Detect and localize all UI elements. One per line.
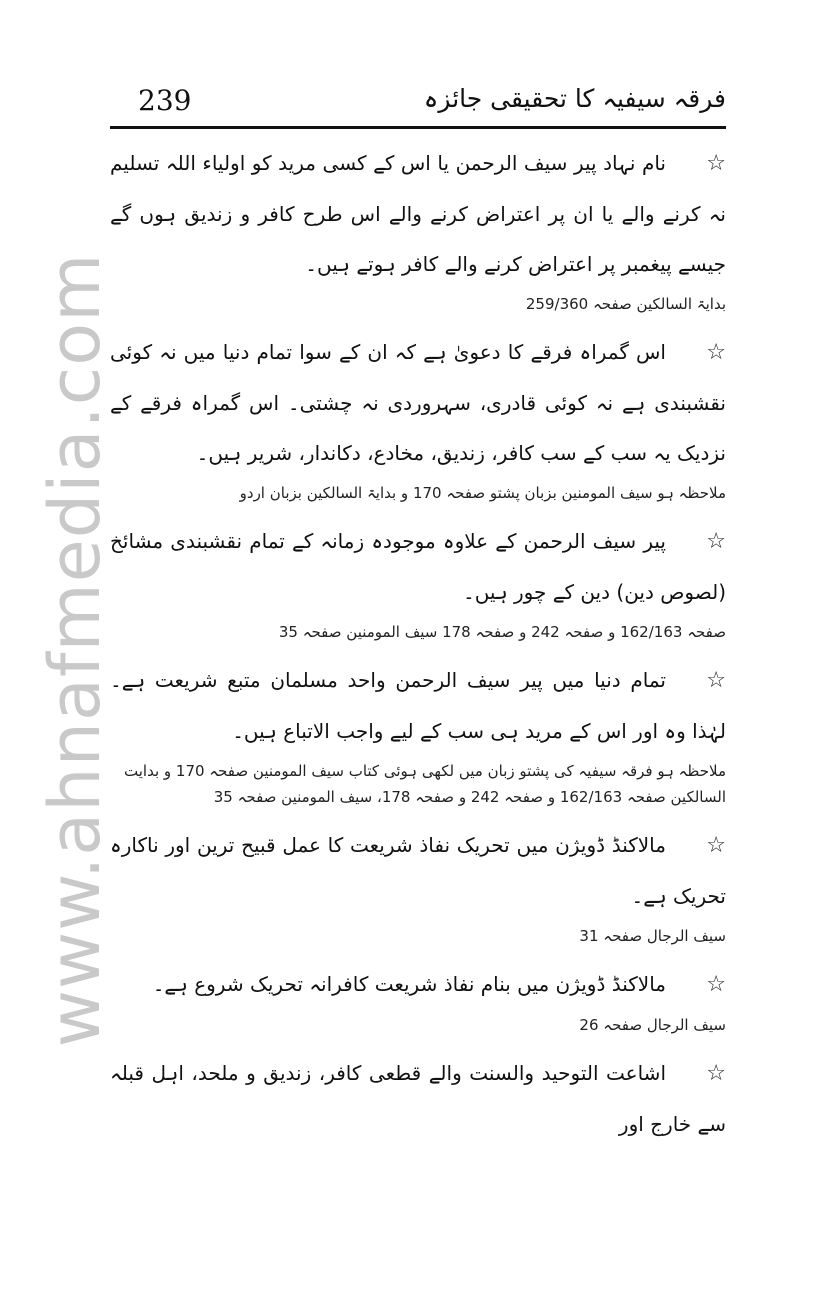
entry-reference: صفحہ 162/163 و صفحہ 242 و صفحہ 178 سیف المومنین صفحہ 35	[278, 623, 726, 641]
star-icon: ☆	[706, 529, 726, 554]
entry-reference: سیف الرجال صفحہ 31	[579, 927, 726, 945]
star-icon: ☆	[706, 1061, 726, 1086]
entry-reference: سیف الرجال صفحہ 26	[579, 1016, 726, 1034]
entry	[110, 516, 726, 645]
entry-reference: بدایۃ السالکین صفحہ 259/360	[525, 295, 726, 313]
entry	[110, 138, 726, 317]
page-header	[110, 80, 726, 128]
entry	[110, 820, 726, 949]
entry-text: ☆مالاکنڈ ڈویژن میں بنام نفاذ شریعت کافرانہ تحریک شروع ہے۔	[110, 959, 726, 1010]
entry	[110, 1048, 726, 1149]
page-body	[110, 138, 726, 1149]
entry-text: ☆نام نہاد پیر سیف الرحمن یا اس کے کسی مرید کو اولیاء اللہ تسلیم نہ کرنے والے یا ان پر اعتراض کرنے والے اس طرح کافر و زندیق ہوں گے جیسے پیغمبر پر اعتراض کرنے والے کافر ہوتے ہیں۔	[110, 138, 726, 289]
running-title: فرقہ سیفیہ کا تحقیقی جائزہ	[423, 84, 726, 113]
entry-text: ☆مالاکنڈ ڈویژن میں تحریک نفاذ شریعت کا عمل قبیح ترین اور ناکارہ تحریک ہے۔	[110, 820, 726, 921]
watermark: www.ahnafmedia.com	[34, 252, 116, 1048]
entry	[110, 959, 726, 1038]
entry-reference: ملاحظہ ہو سیف المومنین بزبان پشتو صفحہ 170 و بدایۃ السالکین بزبان اردو	[239, 484, 726, 502]
header-rule	[110, 126, 726, 129]
star-icon: ☆	[706, 151, 726, 176]
star-icon: ☆	[706, 340, 726, 365]
entry	[110, 327, 726, 506]
page-number: 239	[138, 84, 192, 117]
entry-text: ☆اس گمراہ فرقے کا دعویٰ ہے کہ ان کے سوا تمام دنیا میں نہ کوئی نقشبندی ہے نہ کوئی قادری، سہروردی نہ چشتی۔ اس گمراہ فرقے کے نزدیک یہ سب کے سب کافر، زندیق، مخادع، دکاندار، شریر ہیں۔	[110, 327, 726, 478]
star-icon: ☆	[706, 972, 726, 997]
entry-text: ☆تمام دنیا میں پیر سیف الرحمن واحد مسلمان متبع شریعت ہے۔ لہٰذا وہ اور اس کے مرید ہی سب کے لیے واجب الاتباع ہیں۔	[110, 655, 726, 756]
entry-text: ☆پیر سیف الرحمن کے علاوہ موجودہ زمانہ کے تمام نقشبندی مشائخ (لصوص دین) دین کے چور ہیں۔	[110, 516, 726, 617]
star-icon: ☆	[706, 833, 726, 858]
entry-text: ☆اشاعت التوحید والسنت والے قطعی کافر، زندیق و ملحد، اہل قبلہ سے خارج اور	[110, 1048, 726, 1149]
entry	[110, 655, 726, 810]
star-icon: ☆	[706, 668, 726, 693]
entry-reference: ملاحظہ ہو فرقہ سیفیہ کی پشتو زبان میں لکھی ہوئی کتاب سیف المومنین صفحہ 170 و بدایت السالکین صفحہ 162/163 و صفحہ 242 و صفحہ 178، سیف المومنین صفحہ 35	[124, 762, 726, 806]
